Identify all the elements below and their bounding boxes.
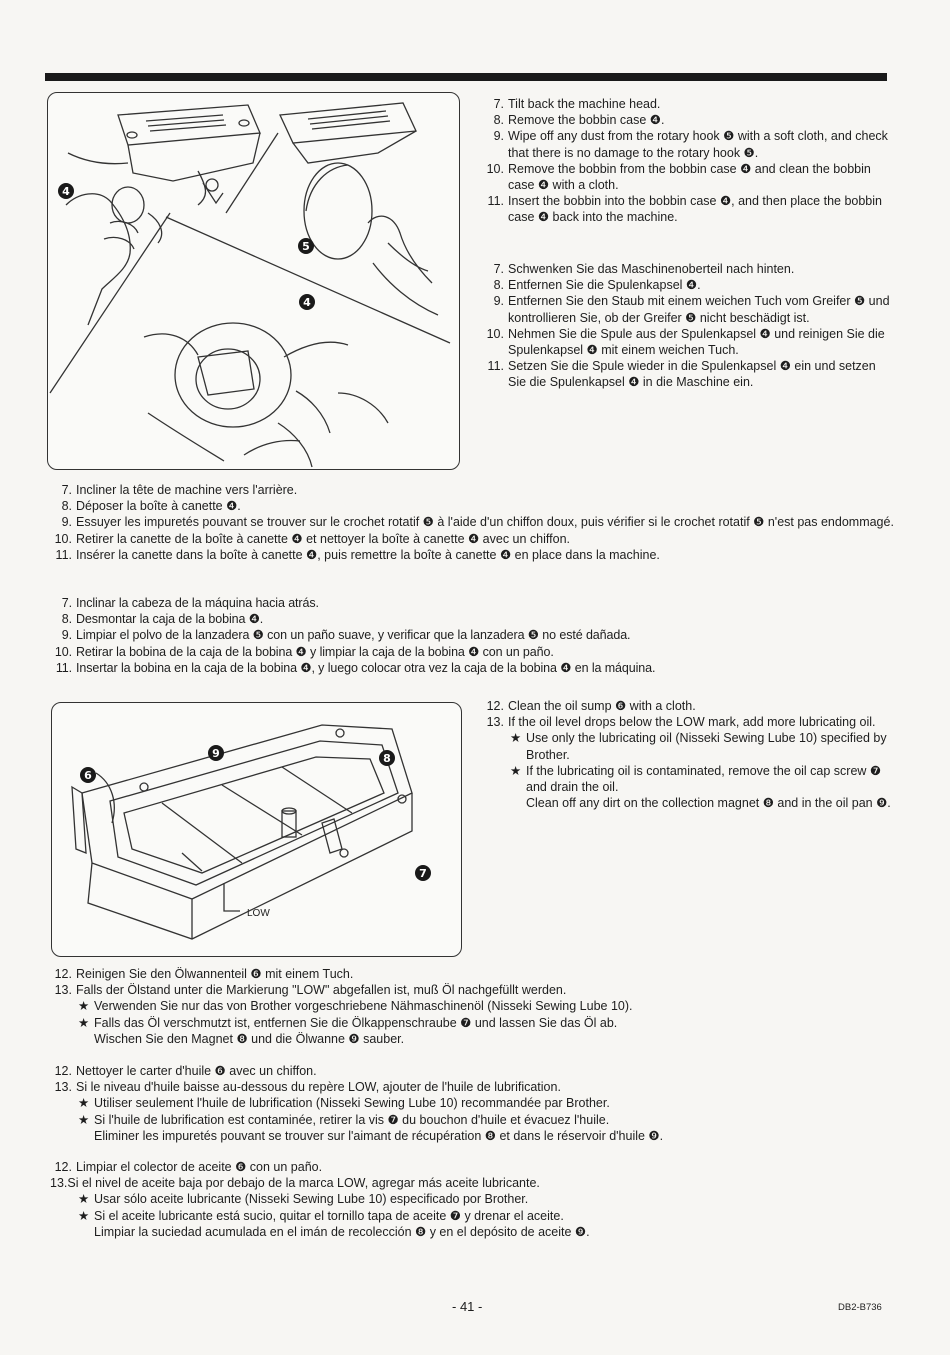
- steps-en-a: [482, 96, 890, 226]
- list-item: 13. Si le niveau d'huile baisse au-dessous du repère LOW, ajouter de l'huile de lubrification.: [54, 1080, 561, 1095]
- oil-pan-illustration: [52, 703, 461, 956]
- list-item: 12. Reinigen Sie den Ölwannenteil ❻ mit einem Tuch.: [54, 967, 354, 981]
- list-fr-b: [50, 1063, 895, 1095]
- steps-de-b: [50, 966, 895, 1047]
- note-continuation: Eliminer les impuretés pouvant se trouver sur l'aimant de récupération ❽ et dans le réservoir d'huile ❾.: [94, 1128, 664, 1143]
- list-item: 11. Insérer la canette dans la boîte à canette ❹, puis remettre la boîte à canette ❹ en place dans la machine.: [55, 547, 660, 562]
- note-star: ★ Usar sólo aceite lubricante (Nisseki Sewing Lube 10) especificado por Brother.: [78, 1192, 529, 1207]
- note-star: ★ Use only the lubricating oil (Nisseki Sewing Lube 10) specified by Brother.: [510, 731, 887, 762]
- list-item: 11. Insert the bobbin into the bobbin case ❹, and then place the bobbin case ❹ back into the machine.: [487, 194, 882, 225]
- callout-7: 7: [419, 867, 427, 880]
- list-item: 12. Clean the oil sump ❻ with a cloth.: [486, 699, 696, 713]
- list-fr-a: [50, 482, 895, 563]
- callout-4a: 4: [62, 185, 70, 198]
- list-item: 8. Desmontar la caja de la bobina ❹.: [61, 612, 264, 627]
- list-item: 7. Schwenken Sie das Maschinenoberteil nach hinten.: [493, 262, 795, 276]
- note-star: ★ Utiliser seulement l'huile de lubrification (Nisseki Sewing Lube 10) recommandée par Brother.: [78, 1096, 610, 1111]
- list-item: 13.Si el nivel de aceite baja por debajo de la marca LOW, agregar más aceite lubricante.: [50, 1176, 540, 1191]
- note-continuation: Limpiar la suciedad acumulada en el imán de recolección ❽ y en el depósito de aceite ❾.: [94, 1224, 590, 1239]
- list-es-a: [50, 595, 895, 676]
- list-item: 8. Entfernen Sie die Spulenkapsel ❹.: [493, 278, 701, 293]
- steps-es-b: [50, 1159, 895, 1240]
- steps-es-a: [50, 595, 895, 676]
- document-code: DB2-B736: [838, 1302, 882, 1313]
- note-star: ★ Falls das Öl verschmutzt ist, entfernen Sie die Ölkappenschraube ❼ und lassen Sie das Öl ab.: [78, 1015, 618, 1030]
- list-item: 9. Entfernen Sie den Staub mit einem weichen Tuch vom Greifer ❺ und kontrollieren Sie, ob der Greifer ❺ nicht beschädigt ist.: [493, 294, 890, 325]
- note-star: ★ Verwenden Sie nur das von Brother vorgeschriebene Nähmaschinenöl (Nisseki Sewing Lube 10).: [78, 999, 633, 1014]
- rotary-hook-illustration: [48, 93, 459, 469]
- note-star: ★ If the lubricating oil is contaminated, remove the oil cap screw ❼ and drain the oil.: [510, 763, 882, 795]
- list-item: 7. Tilt back the machine head.: [493, 97, 661, 111]
- list-item: 12. Limpiar el colector de aceite ❻ con un paño.: [54, 1160, 323, 1174]
- callout-5: 5: [302, 240, 310, 253]
- callout-8: 8: [383, 752, 391, 765]
- list-item: 13. If the oil level drops below the LOW mark, add more lubricating oil.: [486, 715, 876, 730]
- list-item: 7. Incliner la tête de machine vers l'arrière.: [61, 483, 298, 497]
- steps-en-b: [482, 698, 894, 811]
- list-item: 8. Déposer la boîte à canette ❹.: [61, 499, 241, 514]
- note-continuation: Clean off any dirt on the collection magnet ❽ and in the oil pan ❾.: [526, 796, 891, 811]
- header-rule: [45, 73, 887, 81]
- list-item: 12. Nettoyer le carter d'huile ❻ avec un chiffon.: [54, 1064, 317, 1078]
- list-item: 9. Limpiar el polvo de la lanzadera ❺ con un paño suave, y verificar que la lanzadera ❺ no esté dañada.: [61, 628, 631, 643]
- list-en-b: [482, 698, 894, 730]
- figure-oil-pan: [51, 702, 462, 957]
- list-item: 10. Nehmen Sie die Spule aus der Spulenkapsel ❹ und reinigen Sie die Spulenkapsel ❹ mit einem weichen Tuch.: [486, 326, 885, 358]
- list-item: 8. Remove the bobbin case ❹.: [493, 113, 665, 128]
- steps-fr-a: [50, 482, 895, 563]
- list-item: 13. Falls der Ölstand unter die Markierung "LOW" abgefallen ist, muß Öl nachgefüllt werden.: [54, 983, 567, 998]
- list-de-a: [482, 261, 890, 391]
- list-de-b: [50, 966, 895, 998]
- list-item: 10. Remove the bobbin from the bobbin case ❹ and clean the bobbin case ❹ with a cloth.: [486, 161, 871, 193]
- list-item: 10. Retirer la canette de la boîte à canette ❹ et nettoyer la boîte à canette ❹ avec un chiffon.: [54, 531, 571, 546]
- callout-6: 6: [84, 769, 92, 782]
- list-item: 11. Setzen Sie die Spule wieder in die Spulenkapsel ❹ ein und setzen Sie die Spulenkapsel ❹ in die Maschine ein.: [487, 359, 876, 390]
- list-en-a: [482, 96, 890, 226]
- list-item: 11. Insertar la bobina en la caja de la bobina ❹, y luego colocar otra vez la caja de la bobina ❹ en la máquina.: [55, 660, 656, 675]
- steps-de-a: [482, 261, 890, 391]
- list-item: 9. Wipe off any dust from the rotary hook ❺ with a soft cloth, and check that there is no damage to the rotary hook ❺.: [493, 129, 888, 160]
- figure-rotary-hook: [47, 92, 460, 470]
- list-item: 7. Inclinar la cabeza de la máquina hacia atrás.: [61, 596, 319, 610]
- note-continuation: Wischen Sie den Magnet ❽ und die Ölwanne ❾ sauber.: [94, 1031, 405, 1046]
- note-star: ★ Si el aceite lubricante está sucio, quitar el tornillo tapa de aceite ❼ y drenar el aceite.: [78, 1208, 564, 1223]
- callout-9: 9: [212, 747, 220, 760]
- list-es-b: [50, 1159, 895, 1191]
- page-number: - 41 -: [452, 1299, 483, 1314]
- list-item: 10. Retirar la bobina de la caja de la bobina ❹ y limpiar la caja de la bobina ❹ con un paño.: [54, 644, 554, 659]
- list-item: 9. Essuyer les impuretés pouvant se trouver sur le crochet rotatif ❺ à l'aide d'un chiffon doux, puis vérifier si le crochet rotatif ❺ n'est pas endommagé.: [61, 515, 894, 530]
- note-star: ★ Si l'huile de lubrification est contaminée, retirer la vis ❼ du bouchon d'huile et évacuez l'huile.: [78, 1112, 610, 1127]
- steps-fr-b: [50, 1063, 895, 1144]
- low-label: LOW: [247, 908, 270, 919]
- callout-4b: 4: [303, 296, 311, 309]
